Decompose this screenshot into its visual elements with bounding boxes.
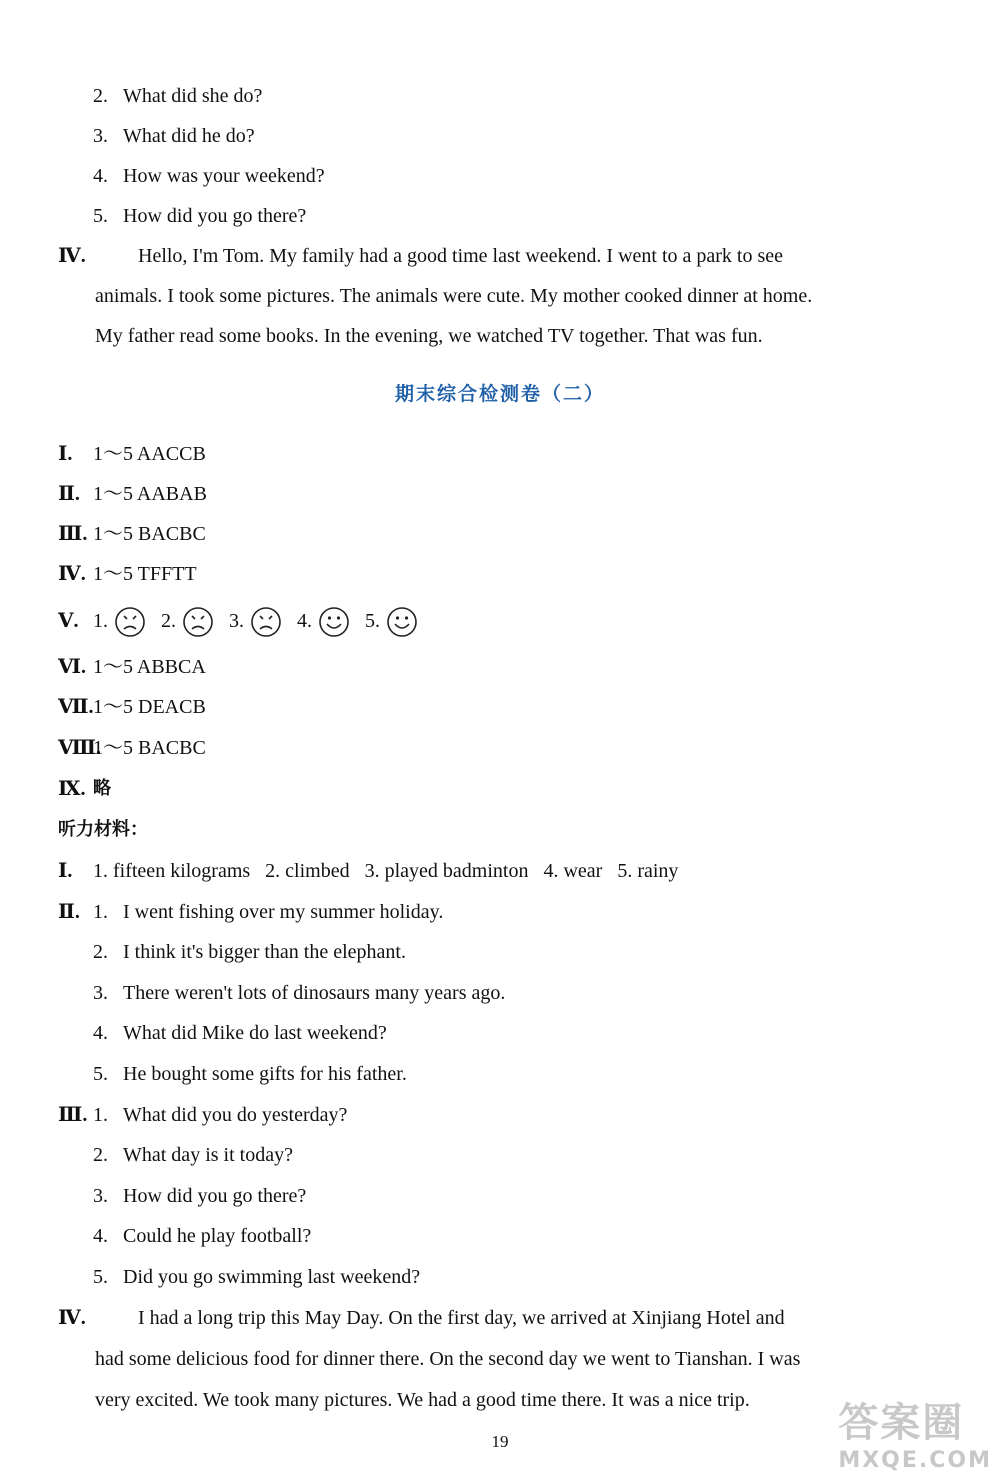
section-title: 期末综合检测卷（二） [394,383,605,405]
section-numeral: Ⅱ. [58,483,80,505]
list-number: 3. [93,1185,108,1207]
list-number: 2. [93,85,108,107]
list-number: 1. [93,901,108,923]
face-label: 2. [161,610,176,632]
face-label: 3. [229,610,244,632]
section-numeral: Ⅵ. [58,656,86,678]
listening-heading: 听力材料： [58,819,148,840]
paragraph-line [138,1306,934,1330]
section-numeral: Ⅶ. [58,696,94,718]
answer-text: 略 [93,778,111,799]
paragraph-line [138,244,934,268]
section-numeral: Ⅱ. [58,901,80,923]
paragraph-text: Hello, I'm Tom. My family had a good time last weekend. I went to a park to see [138,245,784,267]
watermark-url: MXQE.COM [838,1448,992,1473]
watermark-logo: 答案圈 [838,1400,965,1446]
answer-text: 1. fifteen kilograms 2. climbed 3. played badminton 4. wear 5. rainy [93,860,679,882]
paragraph-line [95,284,934,308]
list-number: 5. [93,1063,108,1085]
list-text: How did you go there? [123,1185,307,1207]
list-number: 4. [93,1022,108,1044]
face-label: 1. [93,610,108,632]
section-numeral: Ⅴ. [58,610,79,632]
section-numeral: Ⅰ. [58,443,73,465]
list-number: 3. [93,982,108,1004]
list-number: 5. [93,205,108,227]
list-text: I think it's bigger than the elephant. [123,941,406,963]
list-text: How was your weekend? [123,165,325,187]
answer-text: 1～5 TFFTT [93,563,197,585]
list-number: 4. [93,1225,108,1247]
list-text: What did she do? [123,85,263,107]
list-number: 3. [93,125,108,147]
paragraph-text: had some delicious food for dinner there. On the second day we went to Tianshan. I was [95,1348,801,1370]
list-number: 2. [93,941,108,963]
sad-face-icon [114,606,146,638]
section-numeral: Ⅷ. [58,737,101,759]
list-text: What did he do? [123,125,255,147]
page-number: 19 [491,1432,509,1451]
section-numeral: Ⅰ. [58,860,73,882]
answer-text: 1～5 BACBC [93,523,206,545]
list-text: He bought some gifts for his father. [123,1063,407,1085]
sad-face-icon [182,606,214,638]
section-numeral: Ⅳ. [58,563,86,585]
answer-text: 1～5 AABAB [93,483,207,505]
list-text: How did you go there? [123,205,307,227]
answer-text: 1～5 AACCB [93,443,206,465]
list-number: 5. [93,1266,108,1288]
list-text: What did Mike do last weekend? [123,1022,387,1044]
section-numeral: Ⅳ. [58,1307,86,1329]
list-text: There weren't lots of dinosaurs many years ago. [123,982,506,1004]
list-text: What did you do yesterday? [123,1104,348,1126]
watermark [838,1391,992,1473]
paragraph-text: I had a long trip this May Day. On the first day, we arrived at Xinjiang Hotel and [138,1307,785,1329]
answer-text: 1～5 ABBCA [93,656,206,678]
answer-text: 1～5 BACBC [93,737,206,759]
list-text: What day is it today? [123,1144,293,1166]
paragraph-text: very excited. We took many pictures. We had a good time there. It was a nice trip. [95,1389,750,1411]
paragraph-line [95,1388,934,1412]
list-number: 1. [93,1104,108,1126]
paragraph-text: animals. I took some pictures. The animals were cute. My mother cooked dinner at home. [95,285,813,307]
sad-face-icon [250,606,282,638]
face-label: 4. [297,610,312,632]
answer-text: 1～5 DEACB [93,696,206,718]
happy-face-icon [386,606,418,638]
list-number: 4. [93,165,108,187]
face-label: 5. [365,610,380,632]
list-number: 2. [93,1144,108,1166]
section-numeral: Ⅸ. [58,778,86,800]
paragraph-text: My father read some books. In the evening, we watched TV together. That was fun. [95,325,763,347]
list-text: I went fishing over my summer holiday. [123,901,444,923]
paragraph-line [95,324,934,348]
section-numeral: Ⅲ. [58,523,88,545]
paragraph-line [95,1347,934,1371]
list-text: Could he play football? [123,1225,312,1247]
happy-face-icon [318,606,350,638]
section-numeral: Ⅲ. [58,1104,88,1126]
list-text: Did you go swimming last weekend? [123,1266,421,1288]
section-numeral: Ⅳ. [58,245,86,267]
faces-row [93,604,428,638]
